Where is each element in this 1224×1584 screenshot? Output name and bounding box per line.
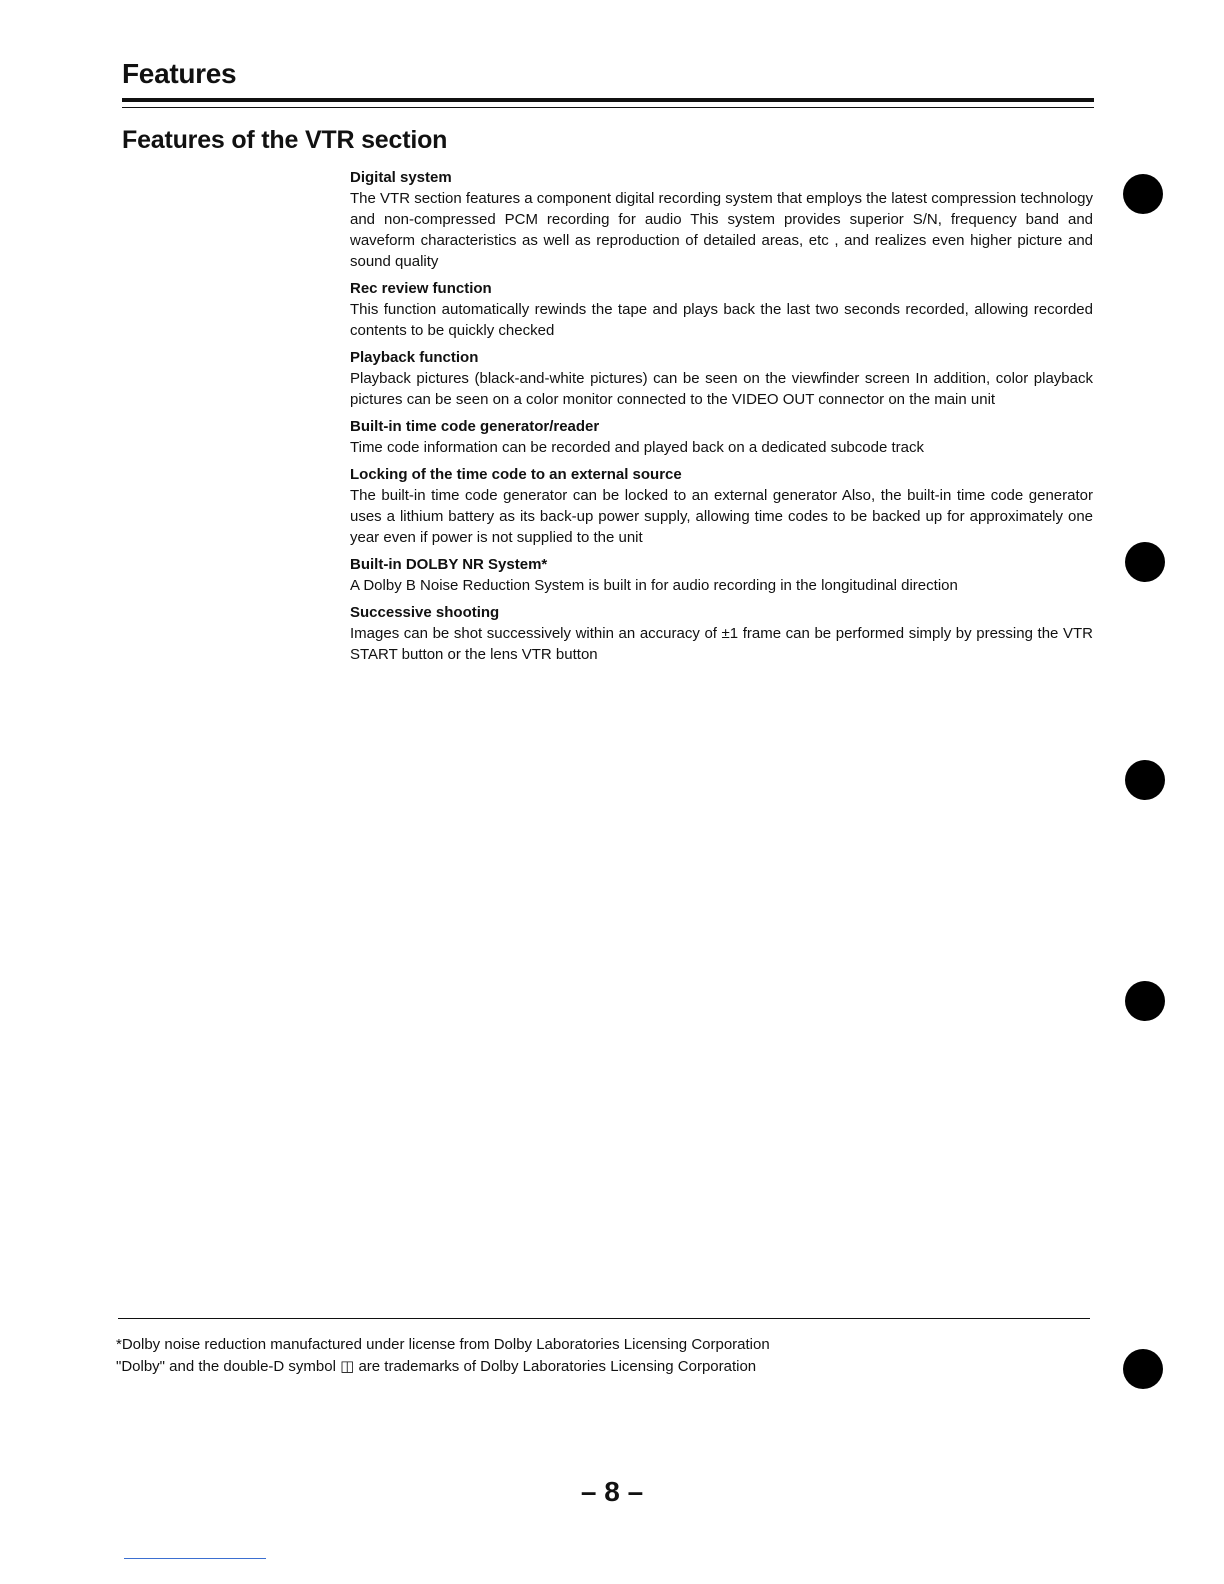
feature-digital-system: [350, 167, 1093, 272]
feature-title: Rec review function: [350, 280, 492, 297]
feature-rec-review: [350, 278, 1093, 341]
page-number: – 8 –: [580, 1476, 644, 1507]
section-title: Features of the VTR section: [122, 126, 448, 154]
binder-hole-2: [1125, 542, 1165, 582]
header-rule-thin: [122, 107, 1094, 108]
feature-body: The VTR section features a component digital recording system that employs the latest compression technology and non-compressed PCM recording for audio This system provides superior S/N, frequency band and waveform characteristics as well as reproduction of detailed areas, etc , and realizes even higher picture and sound quality: [350, 190, 1093, 270]
bottom-rule: [124, 1558, 266, 1559]
feature-body: This function automatically rewinds the tape and plays back the last two seconds recorded, allowing recorded contents to be quickly checked: [350, 301, 1093, 339]
footnote-rule: [118, 1318, 1090, 1319]
feature-body: Playback pictures (black-and-white pictures) can be seen on the viewfinder screen In addition, color playback pictures can be seen on a color monitor connected to the VIDEO OUT connector on the main unit: [350, 370, 1093, 408]
feature-title: Playback function: [350, 349, 479, 366]
feature-title: Locking of the time code to an external source: [350, 466, 682, 483]
feature-title: Built-in time code generator/reader: [350, 418, 600, 435]
feature-body: Images can be shot successively within an accuracy of ±1 frame can be performed simply by pressing the VTR START button or the lens VTR button: [350, 625, 1093, 663]
page-header: Features: [122, 58, 237, 89]
feature-dolby-nr: [350, 554, 1093, 596]
feature-title: Successive shooting: [350, 604, 500, 621]
feature-successive-shooting: [350, 602, 1093, 665]
binder-hole-4: [1125, 981, 1165, 1021]
feature-time-code-locking: [350, 464, 1093, 548]
feature-playback: [350, 347, 1093, 410]
binder-hole-1: [1123, 174, 1163, 214]
binder-hole-5: [1123, 1349, 1163, 1389]
feature-body: The built-in time code generator can be locked to an external generator Also, the built-in time code generator uses a lithium battery as its back-up power supply, allowing time codes to be backed up for approximately one year even if power is not supplied to the unit: [350, 487, 1093, 546]
feature-title: Digital system: [350, 169, 452, 186]
feature-time-code: [350, 416, 1093, 458]
binder-hole-3: [1125, 760, 1165, 800]
footnotes: [116, 1334, 1016, 1378]
footnote-line: "Dolby" and the double-D symbol ◫ are trademarks of Dolby Laboratories Licensing Corporation: [116, 1358, 757, 1375]
feature-title: Built-in DOLBY NR System*: [350, 556, 548, 573]
feature-list: [350, 167, 1093, 671]
feature-body: Time code information can be recorded and played back on a dedicated subcode track: [350, 439, 924, 456]
feature-body: A Dolby B Noise Reduction System is built in for audio recording in the longitudinal direction: [350, 577, 958, 594]
header-rule: [122, 98, 1094, 102]
footnote-line: *Dolby noise reduction manufactured under license from Dolby Laboratories Licensing Corporation: [116, 1336, 770, 1353]
